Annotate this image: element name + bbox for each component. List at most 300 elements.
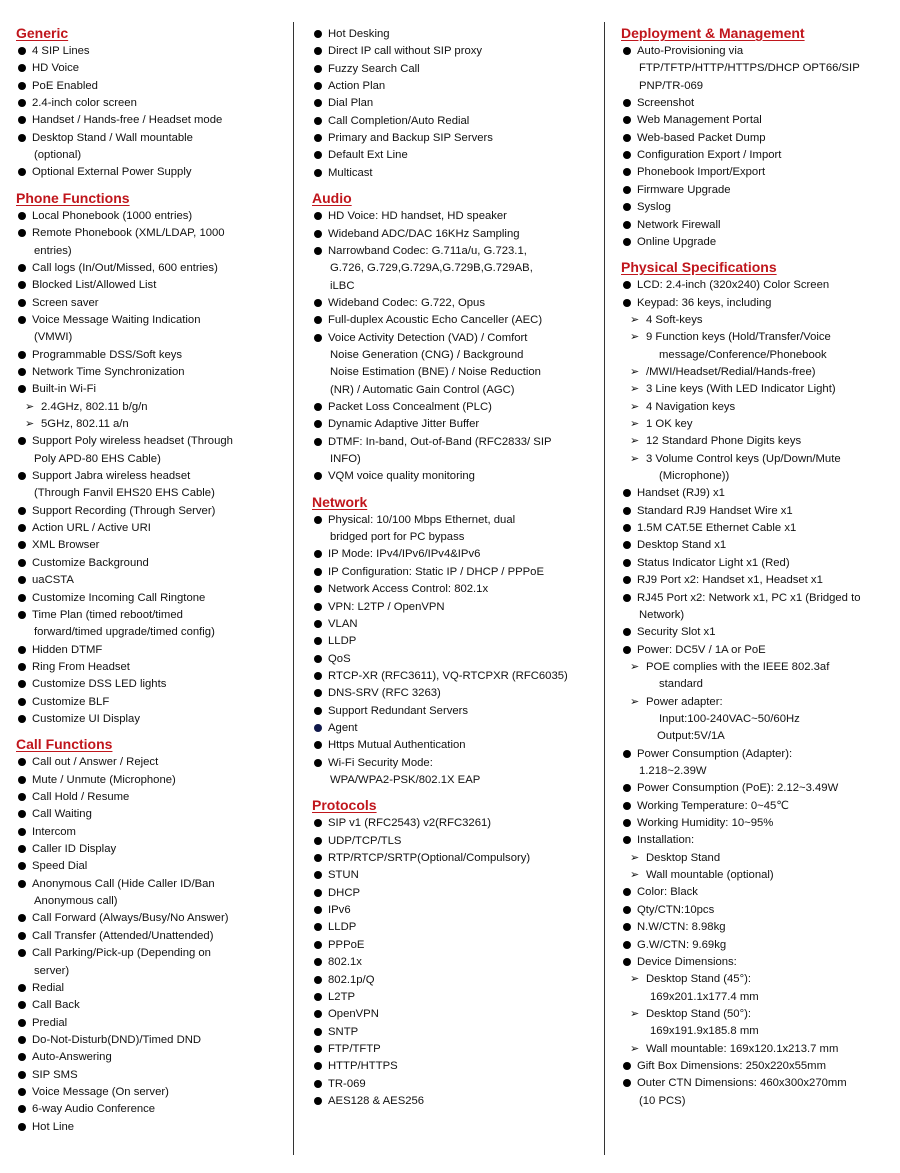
- arrow-bullet-icon: ➢: [630, 331, 640, 344]
- section-heading-audio: Audio: [312, 190, 352, 207]
- item-text: Call logs (In/Out/Missed, 600 entries): [32, 261, 218, 274]
- item-text: FTP/TFTP: [328, 1042, 381, 1055]
- item-text: Working Humidity: 10~95%: [637, 817, 774, 830]
- item-text: Security Slot x1: [637, 626, 716, 639]
- bullet-icon: [314, 99, 322, 107]
- bullet-icon: [314, 30, 322, 38]
- item-text: 2.4-inch color screen: [32, 97, 137, 110]
- bullet-icon: [18, 663, 26, 671]
- item-text: Desktop Stand (50°):: [646, 1007, 751, 1020]
- item-text: bridged port for PC bypass: [330, 531, 465, 544]
- bullet-icon: [18, 845, 26, 853]
- bullet-icon: [314, 976, 322, 984]
- bullet-icon: [314, 472, 322, 480]
- arrow-bullet-icon: ➢: [630, 695, 640, 708]
- item-text: /MWI/Headset/Redial/Hands-free): [646, 365, 816, 378]
- item-text: Web Management Portal: [637, 114, 762, 127]
- item-text: Packet Loss Concealment (PLC): [328, 401, 492, 413]
- bullet-icon: [18, 1001, 26, 1009]
- item-text: 169x191.9x185.8 mm: [650, 1025, 759, 1038]
- bullet-icon: [18, 776, 26, 784]
- bullet-icon: [314, 707, 322, 715]
- item-text: Call Back: [32, 999, 80, 1012]
- arrow-bullet-icon: ➢: [630, 1007, 640, 1020]
- item-text: Local Phonebook (1000 entries): [32, 209, 193, 222]
- item-text: 4 SIP Lines: [32, 45, 90, 57]
- item-text: SIP SMS: [32, 1068, 78, 1081]
- bullet-icon: [18, 299, 26, 307]
- bullet-icon: [18, 385, 26, 393]
- item-text: Ring From Headset: [32, 660, 130, 673]
- bullet-icon: [623, 559, 631, 567]
- item-text: Customize DSS LED lights: [32, 678, 167, 691]
- bullet-icon: [18, 715, 26, 723]
- item-text: 4 Soft-keys: [646, 313, 703, 326]
- bullet-icon: [314, 923, 322, 931]
- item-text: Desktop Stand x1: [637, 539, 727, 552]
- bullet-icon: [623, 134, 631, 142]
- bullet-icon: [623, 489, 631, 497]
- bullet-icon: [314, 420, 322, 428]
- bullet-icon: [314, 689, 322, 697]
- arrow-bullet-icon: ➢: [630, 869, 640, 882]
- bullet-icon: [18, 758, 26, 766]
- item-text: Call Completion/Auto Redial: [328, 114, 470, 127]
- bullet-icon: [314, 620, 322, 628]
- item-text: entries): [34, 244, 72, 257]
- item-text: Network): [639, 608, 685, 621]
- column-divider: [293, 22, 294, 1155]
- bullet-icon: [18, 680, 26, 688]
- section-heading-call-functions: Call Functions: [16, 736, 113, 753]
- bullet-icon: [623, 594, 631, 602]
- bullet-icon: [314, 724, 322, 732]
- bullet-icon: [623, 836, 631, 844]
- bullet-icon: [18, 1053, 26, 1061]
- bullet-icon: [314, 889, 322, 897]
- bullet-icon: [18, 168, 26, 176]
- arrow-bullet-icon: ➢: [630, 418, 640, 430]
- item-text: FTP/TFTP/HTTP/HTTPS/DHCP OPT66/SIP: [639, 62, 860, 75]
- item-text: Noise Estimation (BNE) / Noise Reduction: [330, 366, 541, 379]
- bullet-icon: [623, 906, 631, 914]
- item-text: forward/timed upgrade/timed config): [34, 626, 215, 639]
- bullet-icon: [18, 1105, 26, 1113]
- item-text: Full-duplex Acoustic Echo Canceller (AEC): [328, 314, 543, 327]
- item-text: LLDP: [328, 921, 357, 934]
- item-text: L2TP: [328, 990, 356, 1003]
- bullet-icon: [314, 82, 322, 90]
- item-text: 1.5M CAT.5E Ethernet Cable x1: [637, 522, 797, 535]
- item-text: DTMF: In-band, Out-of-Band (RFC2833/ SIP: [328, 435, 552, 448]
- bullet-icon: [314, 117, 322, 125]
- item-text: IP Mode: IPv4/IPv6/IPv4&IPv6: [328, 548, 481, 561]
- item-text: HD Voice: [32, 62, 80, 75]
- bullet-icon: [314, 247, 322, 255]
- bullet-icon: [314, 334, 322, 342]
- bullet-icon: [314, 438, 322, 446]
- section-heading-physical-specifications: Physical Specifications: [621, 259, 777, 276]
- item-text: Agent: [328, 721, 358, 734]
- item-text: Support Recording (Through Server): [32, 504, 216, 517]
- item-text: 3 Volume Control keys (Up/Down/Mute: [646, 452, 841, 465]
- item-text: OpenVPN: [328, 1008, 379, 1021]
- bullet-icon: [623, 888, 631, 896]
- bullet-icon: [623, 507, 631, 515]
- bullet-icon: [623, 524, 631, 532]
- item-text: Remote Phonebook (XML/LDAP, 1000: [32, 227, 225, 240]
- item-text: Voice Activity Detection (VAD) / Comfort: [328, 331, 528, 344]
- item-text: message/Conference/Phonebook: [659, 348, 827, 361]
- arrow-bullet-icon: ➢: [630, 383, 640, 396]
- item-text: Wall mountable: 169x120.1x213.7 mm: [646, 1042, 839, 1055]
- bullet-icon: [314, 1028, 322, 1036]
- bullet-icon: [18, 47, 26, 55]
- item-text: Wideband Codec: G.722, Opus: [328, 296, 485, 309]
- bullet-icon: [18, 134, 26, 142]
- item-text: 169x201.1x177.4 mm: [650, 990, 759, 1003]
- item-text: RTCP-XR (RFC3611), VQ-RTCPXR (RFC6035): [328, 669, 568, 682]
- bullet-icon: [18, 984, 26, 992]
- item-text: LLDP: [328, 635, 357, 648]
- bullet-icon: [623, 203, 631, 211]
- item-text: RJ45 Port x2: Network x1, PC x1 (Bridged to: [637, 591, 861, 604]
- item-text: DNS-SRV (RFC 3263): [328, 687, 441, 700]
- item-text: (VMWI): [34, 331, 73, 344]
- bullet-icon: [623, 541, 631, 549]
- bullet-icon: [18, 1123, 26, 1131]
- bullet-icon: [314, 230, 322, 238]
- arrow-bullet-icon: ➢: [25, 400, 35, 413]
- bullet-icon: [18, 99, 26, 107]
- item-text: Poly APD-80 EHS Cable): [34, 452, 161, 465]
- item-text: Qty/CTN:10pcs: [637, 903, 715, 916]
- arrow-bullet-icon: ➢: [630, 365, 640, 378]
- bullet-icon: [18, 646, 26, 654]
- item-text: Customize Background: [32, 556, 149, 569]
- item-text: Screen saver: [32, 296, 99, 309]
- item-text: Power Consumption (Adapter):: [637, 747, 793, 760]
- item-text: N.W/CTN: 8.98kg: [637, 921, 726, 934]
- item-text: HD Voice: HD handset, HD speaker: [328, 210, 507, 223]
- arrow-bullet-icon: ➢: [630, 435, 640, 448]
- item-text: VPN: L2TP / OpenVPN: [328, 600, 445, 613]
- arrow-bullet-icon: ➢: [630, 313, 640, 326]
- bullet-icon: [623, 819, 631, 827]
- item-text: PoE Enabled: [32, 79, 98, 92]
- item-text: Desktop Stand: [646, 851, 721, 864]
- item-text: Web-based Packet Dump: [637, 131, 766, 144]
- item-text: G.726, G.729,G.729A,G.729B,G.729AB,: [330, 262, 533, 275]
- item-text: 6-way Audio Conference: [32, 1103, 156, 1116]
- item-text: Standard RJ9 Handset Wire x1: [637, 504, 793, 517]
- bullet-icon: [18, 611, 26, 619]
- bullet-icon: [623, 186, 631, 194]
- item-text: Support Jabra wireless headset: [32, 470, 191, 483]
- bullet-icon: [623, 941, 631, 949]
- bullet-icon: [18, 351, 26, 359]
- bullet-icon: [623, 1079, 631, 1087]
- bullet-icon: [18, 368, 26, 376]
- item-text: AES128 & AES256: [328, 1094, 425, 1107]
- item-text: Outer CTN Dimensions: 460x300x270mm: [637, 1077, 847, 1090]
- item-text: Predial: [32, 1016, 68, 1029]
- bullet-icon: [314, 65, 322, 73]
- item-text: Wi-Fi Security Mode:: [328, 756, 433, 769]
- bullet-icon: [314, 316, 322, 324]
- item-text: Redial: [32, 981, 65, 994]
- item-text: Wideband ADC/DAC 16KHz Sampling: [328, 227, 520, 240]
- bullet-icon: [314, 655, 322, 663]
- bullet-icon: [314, 871, 322, 879]
- item-text: 9 Function keys (Hold/Transfer/Voice: [646, 331, 831, 344]
- bullet-icon: [623, 1062, 631, 1070]
- item-text: TR-069: [328, 1077, 366, 1090]
- bullet-icon: [314, 169, 322, 177]
- arrow-bullet-icon: ➢: [630, 973, 640, 986]
- item-text: (NR) / Automatic Gain Control (AGC): [330, 383, 515, 396]
- item-text: Phonebook Import/Export: [637, 166, 766, 179]
- item-text: Handset (RJ9) x1: [637, 487, 725, 500]
- bullet-icon: [18, 828, 26, 836]
- item-text: Call Transfer (Attended/Unattended): [32, 929, 214, 942]
- item-text: Physical: 10/100 Mbps Ethernet, dual: [328, 513, 516, 526]
- item-text: Customize UI Display: [32, 712, 140, 725]
- bullet-icon: [314, 819, 322, 827]
- bullet-icon: [18, 116, 26, 124]
- item-text: Built-in Wi-Fi: [32, 383, 97, 396]
- item-text: Voice Message (On server): [32, 1085, 169, 1098]
- item-text: 1.218~2.39W: [639, 765, 707, 777]
- item-text: Customize Incoming Call Ringtone: [32, 591, 206, 604]
- arrow-bullet-icon: ➢: [630, 452, 640, 465]
- item-text: Call Parking/Pick-up (Depending on: [32, 947, 211, 960]
- bullet-icon: [18, 316, 26, 324]
- item-text: IPv6: [328, 904, 351, 917]
- bullet-icon: [623, 784, 631, 792]
- bullet-icon: [314, 1080, 322, 1088]
- bullet-icon: [623, 923, 631, 931]
- item-text: (optional): [34, 149, 82, 162]
- bullet-icon: [314, 299, 322, 307]
- item-text: Call Waiting: [32, 808, 92, 821]
- item-text: XML Browser: [32, 539, 100, 552]
- bullet-icon: [314, 741, 322, 749]
- bullet-icon: [18, 862, 26, 870]
- bullet-icon: [18, 1088, 26, 1096]
- item-text: HTTP/HTTPS: [328, 1060, 398, 1073]
- item-text: Anonymous call): [34, 895, 118, 908]
- bullet-icon: [623, 99, 631, 107]
- item-text: Screenshot: [637, 97, 695, 110]
- item-text: UDP/TCP/TLS: [328, 834, 402, 847]
- bullet-icon: [314, 993, 322, 1001]
- bullet-icon: [18, 437, 26, 445]
- arrow-bullet-icon: ➢: [630, 400, 640, 413]
- item-text: Dial Plan: [328, 97, 374, 110]
- item-text: Network Access Control: 802.1x: [328, 583, 489, 596]
- bullet-icon: [623, 151, 631, 159]
- bullet-icon: [18, 932, 26, 940]
- bullet-icon: [18, 229, 26, 237]
- item-text: Keypad: 36 keys, including: [637, 296, 772, 309]
- bullet-icon: [18, 281, 26, 289]
- item-text: SNTP: [328, 1025, 359, 1038]
- item-text: QoS: [328, 652, 351, 665]
- item-text: Network Firewall: [637, 218, 721, 231]
- item-text: Customize BLF: [32, 695, 110, 708]
- item-text: (Microphone)): [659, 470, 730, 483]
- item-text: Do-Not-Disturb(DND)/Timed DND: [32, 1033, 202, 1046]
- item-text: Working Temperature: 0~45℃: [637, 799, 789, 812]
- bullet-icon: [623, 168, 631, 176]
- item-text: PPPoE: [328, 938, 365, 951]
- item-text: Direct IP call without SIP proxy: [328, 45, 483, 58]
- bullet-icon: [314, 151, 322, 159]
- item-text: Gift Box Dimensions: 250x220x55mm: [637, 1059, 826, 1072]
- bullet-icon: [623, 750, 631, 758]
- item-text: 3 Line keys (With LED Indicator Light): [646, 383, 836, 396]
- bullet-icon: [623, 221, 631, 229]
- section-heading-generic: Generic: [16, 25, 69, 41]
- item-text: WPA/WPA2-PSK/802.1X EAP: [330, 774, 481, 786]
- item-text: Installation:: [637, 834, 695, 847]
- item-text: (Through Fanvil EHS20 EHS Cable): [34, 487, 215, 500]
- item-text: POE complies with the IEEE 802.3af: [646, 660, 830, 673]
- item-text: Call Forward (Always/Busy/No Answer): [32, 912, 229, 925]
- item-text: Narrowband Codec: G.711a/u, G.723.1,: [328, 244, 527, 257]
- item-text: LCD: 2.4-inch (320x240) Color Screen: [637, 279, 830, 292]
- bullet-icon: [18, 914, 26, 922]
- item-text: Network Time Synchronization: [32, 365, 185, 378]
- item-text: standard: [659, 678, 703, 691]
- item-text: (10 PCS): [639, 1094, 686, 1107]
- item-text: Input:100-240VAC~50/60Hz: [659, 712, 800, 725]
- bullet-icon: [314, 759, 322, 767]
- item-text: Firmware Upgrade: [637, 183, 731, 196]
- bullet-icon: [314, 854, 322, 862]
- bullet-icon: [18, 880, 26, 888]
- bullet-icon: [18, 524, 26, 532]
- bullet-icon: [623, 576, 631, 584]
- bullet-icon: [314, 672, 322, 680]
- item-text: 2.4GHz, 802.11 b/g/n: [41, 400, 148, 413]
- bullet-icon: [314, 47, 322, 55]
- item-text: 12 Standard Phone Digits keys: [646, 435, 802, 448]
- bullet-icon: [18, 698, 26, 706]
- item-text: Hot Desking: [328, 28, 390, 40]
- section-heading-protocols: Protocols: [312, 797, 377, 814]
- item-text: Output:5V/1A: [657, 730, 725, 743]
- bullet-icon: [314, 603, 322, 611]
- item-text: Multicast: [328, 166, 373, 179]
- bullet-icon: [314, 941, 322, 949]
- item-text: Auto-Answering: [32, 1051, 112, 1064]
- item-text: Anonymous Call (Hide Caller ID/Ban: [32, 877, 215, 890]
- bullet-icon: [623, 281, 631, 289]
- item-text: Voice Message Waiting Indication: [32, 313, 201, 326]
- item-text: iLBC: [330, 279, 355, 292]
- item-text: VLAN: [328, 617, 358, 630]
- item-text: PNP/TR-069: [639, 79, 704, 92]
- bullet-icon: [18, 1019, 26, 1027]
- bullet-icon: [314, 637, 322, 645]
- item-text: Online Upgrade: [637, 235, 717, 248]
- item-text: Blocked List/Allowed List: [32, 279, 157, 292]
- bullet-icon: [623, 116, 631, 124]
- item-text: Handset / Hands-free / Headset mode: [32, 114, 223, 127]
- bullet-icon: [314, 585, 322, 593]
- arrow-bullet-icon: ➢: [25, 418, 35, 430]
- bullet-icon: [314, 837, 322, 845]
- item-text: Dynamic Adaptive Jitter Buffer: [328, 418, 480, 431]
- item-text: RTP/RTCP/SRTP(Optional/Compulsory): [328, 852, 531, 865]
- item-text: Wall mountable (optional): [646, 869, 774, 882]
- item-text: Color: Black: [637, 886, 698, 899]
- bullet-icon: [623, 238, 631, 246]
- bullet-icon: [18, 472, 26, 480]
- item-text: Primary and Backup SIP Servers: [328, 132, 493, 145]
- item-text: Default Ext Line: [328, 149, 408, 162]
- item-text: Auto-Provisioning via: [637, 45, 744, 57]
- item-text: IP Configuration: Static IP / DHCP / PPPoE: [328, 565, 545, 578]
- item-text: DHCP: [328, 886, 361, 899]
- item-text: Hidden DTMF: [32, 643, 103, 656]
- section-heading-deployment-management: Deployment & Management: [621, 25, 805, 41]
- bullet-icon: [314, 568, 322, 576]
- bullet-icon: [314, 958, 322, 966]
- item-text: Status Indicator Light x1 (Red): [637, 556, 790, 569]
- bullet-icon: [18, 1036, 26, 1044]
- item-text: INFO): [330, 453, 361, 466]
- bullet-icon: [18, 507, 26, 515]
- item-text: 1 OK key: [646, 418, 693, 430]
- item-text: Intercom: [32, 825, 76, 838]
- arrow-bullet-icon: ➢: [630, 851, 640, 864]
- bullet-icon: [623, 47, 631, 55]
- item-text: Device Dimensions:: [637, 955, 737, 968]
- bullet-icon: [18, 793, 26, 801]
- bullet-icon: [18, 594, 26, 602]
- item-text: 802.1p/Q: [328, 973, 375, 986]
- bullet-icon: [314, 550, 322, 558]
- item-text: Syslog: [637, 201, 671, 214]
- bullet-icon: [18, 1071, 26, 1079]
- bullet-icon: [623, 628, 631, 636]
- item-text: VQM voice quality monitoring: [328, 470, 475, 483]
- bullet-icon: [18, 576, 26, 584]
- item-text: Power adapter:: [646, 695, 723, 708]
- item-text: Action URL / Active URI: [32, 522, 151, 535]
- item-text: Power Consumption (PoE): 2.12~3.49W: [637, 782, 839, 795]
- item-text: Configuration Export / Import: [637, 149, 782, 162]
- bullet-icon: [623, 802, 631, 810]
- item-text: Programmable DSS/Soft keys: [32, 348, 183, 361]
- bullet-icon: [623, 299, 631, 307]
- bullet-icon: [18, 264, 26, 272]
- item-text: STUN: [328, 869, 359, 882]
- item-text: uaCSTA: [32, 574, 74, 587]
- bullet-icon: [314, 1045, 322, 1053]
- bullet-icon: [18, 810, 26, 818]
- item-text: Hot Line: [32, 1120, 75, 1133]
- item-text: Call out / Answer / Reject: [32, 756, 159, 769]
- bullet-icon: [314, 403, 322, 411]
- bullet-icon: [18, 212, 26, 220]
- section-heading-phone-functions: Phone Functions: [16, 189, 130, 206]
- item-text: RJ9 Port x2: Handset x1, Headset x1: [637, 574, 823, 587]
- bullet-icon: [314, 516, 322, 524]
